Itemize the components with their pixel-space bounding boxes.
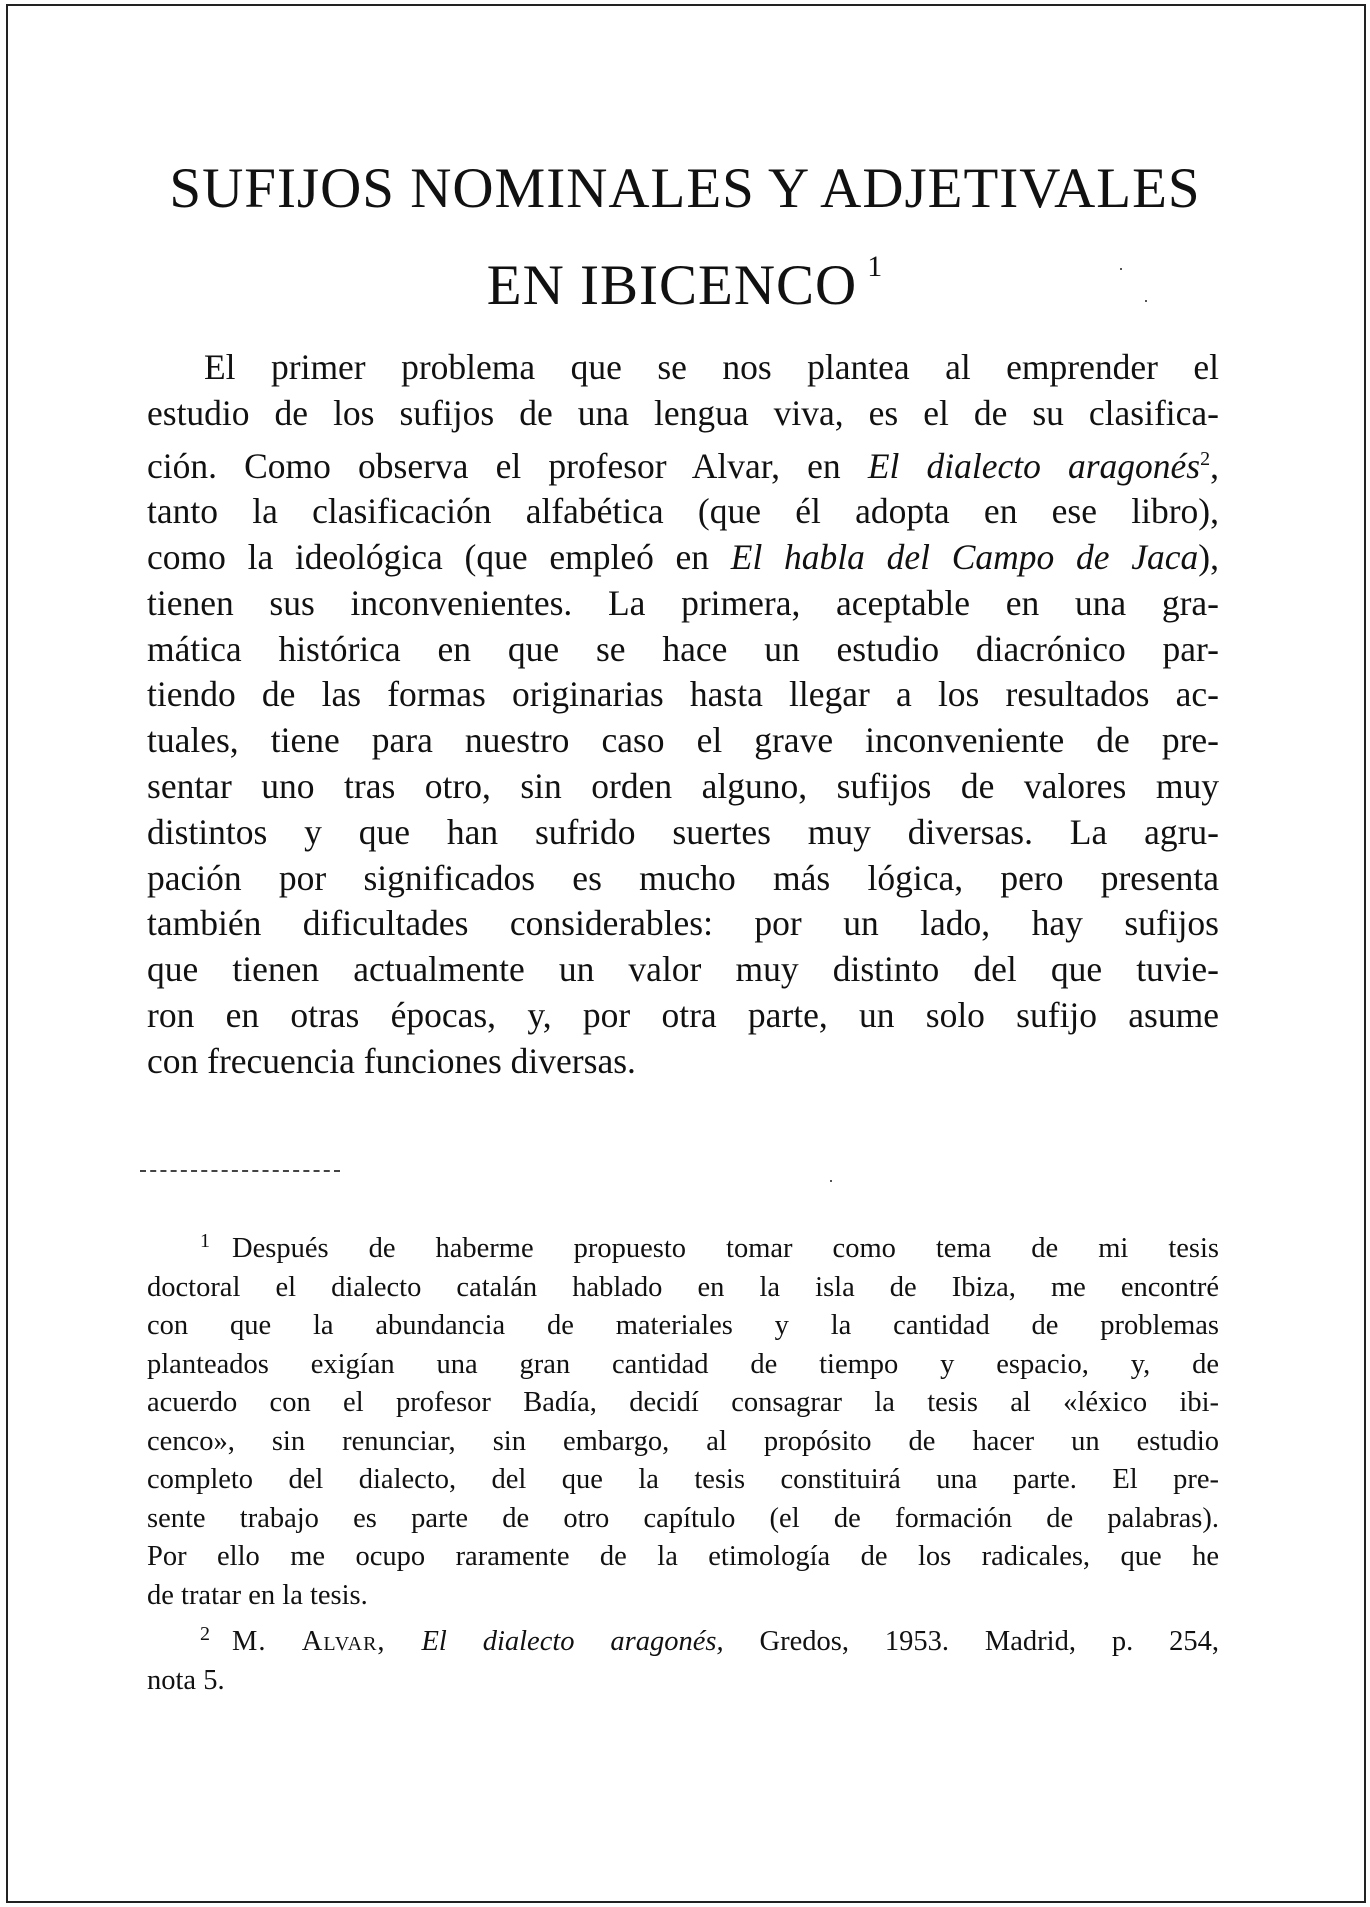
body-line-with-citation — [147, 437, 1219, 490]
punct: ), — [1198, 537, 1219, 578]
body-line: con frecuencia funciones diversas. — [147, 1040, 636, 1081]
scan-speck — [830, 1180, 832, 1182]
footnote-2-book-title: El dialecto aragonés, — [421, 1626, 724, 1657]
footnote-line: Por ello me ocupo raramente de la etimología de los radicales, que he — [147, 1541, 1219, 1572]
body-line: distintos y que han sufrido suertes muy diversas. La agru- — [147, 811, 1219, 852]
footnote-line: sente trabajo es parte de otro capítulo (el de formación de palabras). — [147, 1502, 1219, 1534]
title-line-2 — [0, 228, 1370, 325]
footnote-line: completo del dialecto, del que la tesis constituirá una parte. El pre- — [147, 1464, 1219, 1495]
title-line-2-text: EN IBICENCO — [486, 254, 858, 317]
footnote-line: cenco», sin renunciar, sin embargo, al propósito de hacer un estudio — [147, 1425, 1219, 1457]
body-line: tanto la clasificación alfabética (que él adopta en ese libro), — [147, 491, 1219, 532]
footnote-separator — [140, 1170, 340, 1172]
footnotes — [147, 1222, 1219, 1700]
footnote-2-author: M. Alvar, — [232, 1626, 386, 1657]
body-line: que tienen actualmente un valor muy distinto del que tuvie- — [147, 949, 1219, 990]
footnote-line: doctoral el dialecto catalán hablado en la isla de Ibiza, me encontré — [147, 1271, 1219, 1303]
footnote-1-first-line — [147, 1222, 1219, 1269]
article-title — [0, 150, 1370, 325]
body-line-text: ción. Como observa el profesor Alvar, en — [147, 445, 868, 486]
footnote-line: planteados exigían una gran cantidad de tiempo y espacio, y, de — [147, 1348, 1219, 1380]
scan-speck — [1145, 300, 1147, 302]
book-title-habla-campo-jaca: El habla del Campo de Jaca — [730, 537, 1199, 578]
footnote-ref-2[interactable]: 2 — [1200, 447, 1211, 470]
title-footnote-ref[interactable]: 1 — [867, 250, 884, 283]
body-line: tuales, tiene para nuestro caso el grave inconveniente de pre- — [147, 720, 1219, 761]
footnote-line: Después de haberme propuesto tomar como tema de mi tesis — [232, 1233, 1219, 1264]
footnote-line: con que la abundancia de materiales y la cantidad de problemas — [147, 1310, 1219, 1341]
body-line: El primer problema que se nos plantea al emprender el — [204, 347, 1219, 387]
title-line-1: SUFIJOS NOMINALES Y ADJETIVALES — [169, 157, 1201, 220]
footnote-1-mark: 1 — [200, 1230, 210, 1252]
footnote-line: de tratar en la tesis. — [147, 1579, 368, 1611]
body-line: tienen sus inconvenientes. La primera, aceptable en una gra- — [147, 582, 1219, 623]
body-line-with-title — [147, 535, 1219, 581]
footnote-2-first-line — [147, 1615, 1219, 1662]
scan-speck — [1120, 268, 1122, 270]
body-line: sentar uno tras otro, sin orden alguno, sufijos de valores muy — [147, 766, 1219, 806]
body-line: también dificultades considerables: por un lado, hay sufijos — [147, 903, 1219, 944]
body-line: tiendo de las formas originarias hasta llegar a los resultados ac- — [147, 674, 1219, 715]
body-paragraph — [147, 345, 1219, 1085]
body-line: mática histórica en que se hace un estudio diacrónico par- — [147, 628, 1219, 669]
body-line: estudio de los sufijos de una lengua viva, es el de su clasifica- — [147, 392, 1219, 433]
footnote-2-continuation: nota 5. — [147, 1664, 225, 1696]
footnote-2-mark: 2 — [200, 1623, 210, 1645]
body-line: pación por significados es mucho más lógica, pero presenta — [147, 857, 1219, 898]
footnote-2-details: Gredos, 1953. Madrid, p. 254, — [759, 1626, 1220, 1657]
book-title-dialecto-aragones: El dialecto aragonés — [867, 445, 1201, 486]
body-line-text: como la ideológica (que empleó en — [147, 537, 731, 578]
body-line: ron en otras épocas, y, por otra parte, un solo sufijo asume — [147, 994, 1219, 1035]
footnote-line: acuerdo con el profesor Badía, decidí consagrar la tesis al «léxico ibi- — [147, 1387, 1219, 1418]
punct: , — [1210, 445, 1219, 486]
